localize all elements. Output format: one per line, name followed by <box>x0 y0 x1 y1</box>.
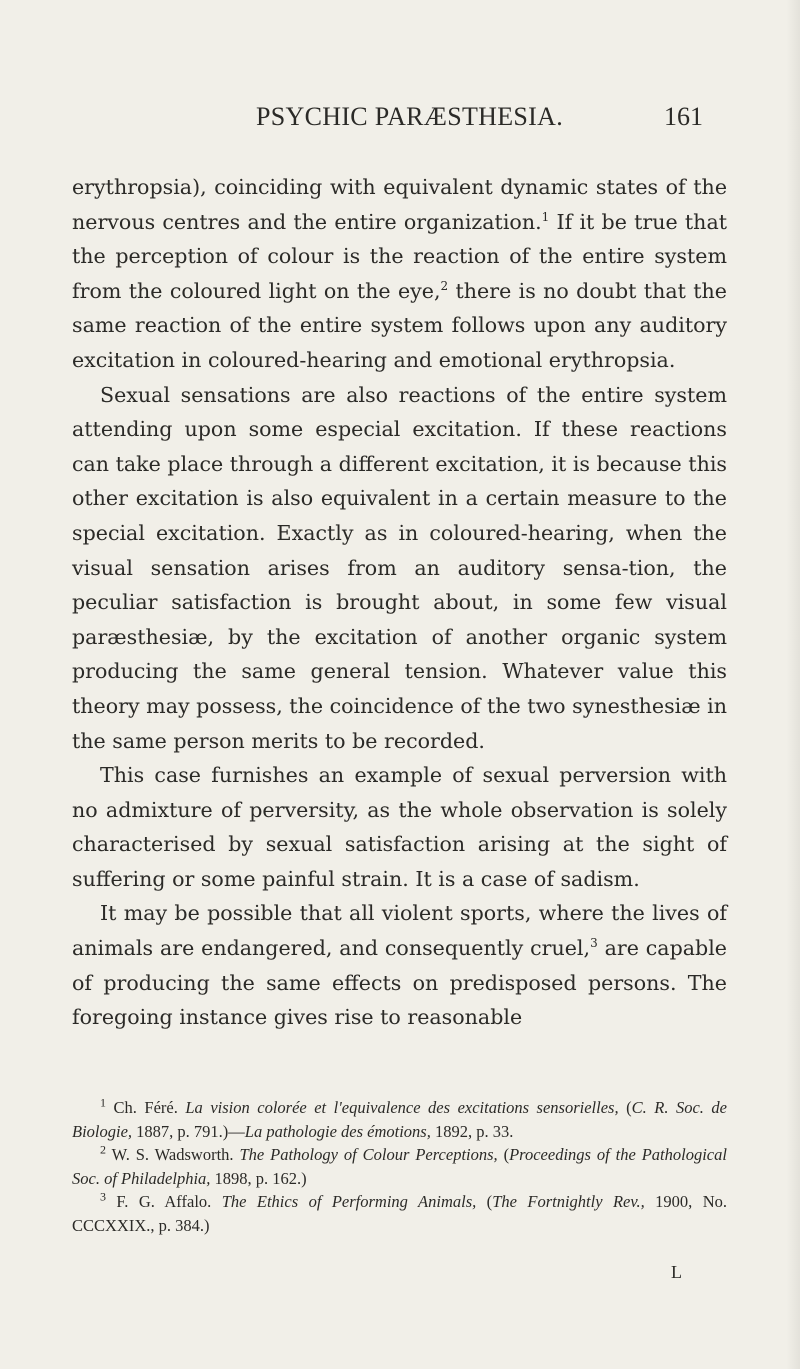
footnote-1-title-2: La pathologie des émotions, <box>244 1121 431 1141</box>
footnote-1-src-c: 1892, p. 33. <box>430 1121 514 1141</box>
footnote-ref-2: 2 <box>440 278 449 293</box>
footnote-3-src-a: ( <box>476 1192 493 1212</box>
body-text <box>72 170 727 1035</box>
footnote-ref-3: 3 <box>590 936 598 951</box>
footnote-3-title: The Ethics of Performing Animals, <box>221 1192 477 1212</box>
signature-mark: L <box>671 1262 682 1282</box>
running-title: PSYCHIC PARÆSTHESIA. <box>256 102 564 131</box>
paragraph-1-text-b: If it be true that the perception of colour is the reaction of the entire system from the coloured light on the eye, <box>72 209 728 303</box>
footnote-1-src-a: ( <box>618 1098 632 1117</box>
footnote-2-src-a: ( <box>497 1145 510 1165</box>
footnote-1-src-b: 1887, p. 791.)— <box>132 1121 245 1141</box>
paragraph-1-text-c: there is no doubt that the same reaction of the entire system follows upon any auditory excitation in coloured-hearing and emotional erythropsia. <box>72 278 727 372</box>
running-header <box>0 98 800 138</box>
footnote-1-journal: C. R. Soc. de Biologie, <box>72 1098 728 1141</box>
paragraph-3: This case furnishes an example of sexual perversion with no admixture of perversity, as the whole observation is solely characterised by sexual satisfaction arising at the sight of suffering or some painful strain. It is a case of sadism. <box>72 763 727 891</box>
footnote-1-author: Ch. Féré. <box>106 1098 186 1117</box>
footnote-2 <box>72 1143 727 1190</box>
footnote-3-author: F. G. Affalo. <box>106 1192 222 1212</box>
footnote-1-title: La vision colorée et l'equivalence des excitations sensorielles, <box>185 1098 619 1117</box>
footnote-2-journal: Proceedings of the Pathological Soc. of Philadelphia, <box>72 1145 727 1188</box>
paragraph-1-text-a: erythropsia), coinciding with equivalent dynamic states of the nervous centres and the entire organization. <box>72 175 727 234</box>
page-number: 161 <box>664 102 703 131</box>
footnotes <box>72 1096 727 1238</box>
paragraph-4-text-a: It may be possible that all violent sports, where the lives of animals are endangered, and consequently cruel, <box>72 901 727 961</box>
footnote-2-title: The Pathology of Colour Perceptions, <box>239 1145 498 1165</box>
paragraph-1 <box>72 170 727 378</box>
paragraph-2: Sexual sensations are also reactions of the entire system attending upon some especial excitation. If these reactions can take place through a different excitation, it is because this other excitation is also equivalent in a certain measure to the special excitation. Exactly as in coloured-hearing, when the visual sensation arises from an auditory sensa-tion, the peculiar satisfaction is brought about, in some few visual paræsthesiæ, by the excitation of another organic system producing the same general tension. Whatever value this theory may possess, the coincidence of the two synesthesiæ in the same person merits to be recorded. <box>72 382 727 753</box>
footnote-3 <box>72 1190 727 1237</box>
footnote-3-number: 3 <box>100 1189 106 1204</box>
footnote-3-journal: The Fortnightly Rev., <box>492 1192 645 1212</box>
footnote-3-src-b: 1900, No. CCCXXIX., p. 384.) <box>72 1192 727 1235</box>
footnote-2-author: W. S. Wadsworth. <box>106 1145 240 1165</box>
footnote-1-number: 1 <box>100 1095 106 1110</box>
page-edge-shadow <box>786 0 800 1369</box>
paragraph-4-text-b: are capable of producing the same effects on predisposed persons. The foregoing instance gives rise to reasonable <box>72 936 727 1030</box>
footnote-ref-1: 1 <box>541 209 550 224</box>
footnote-1 <box>72 1096 727 1143</box>
paragraph-4 <box>72 896 727 1034</box>
footnote-2-src-b: 1898, p. 162.) <box>210 1168 307 1188</box>
footnote-2-number: 2 <box>100 1142 106 1157</box>
